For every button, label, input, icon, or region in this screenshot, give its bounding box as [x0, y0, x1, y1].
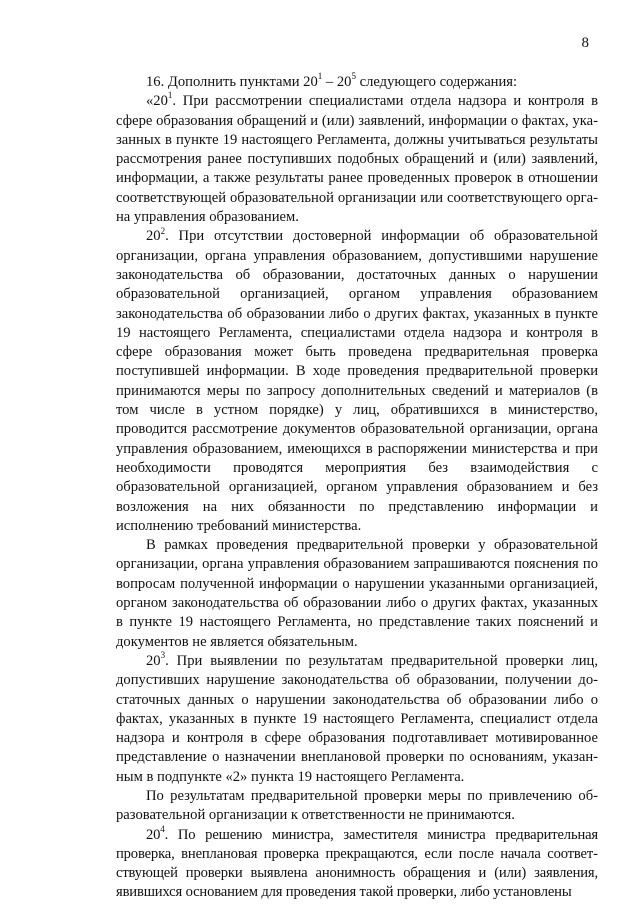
heading-sup-start: 1	[317, 71, 323, 82]
heading-suffix: следующего содержания:	[355, 74, 518, 90]
paragraph-20-1	[116, 92, 598, 227]
paragraph-20-4	[116, 823, 598, 903]
amendment-heading	[116, 73, 598, 92]
heading-dash: – 20	[322, 74, 352, 90]
clause-sup: 3	[160, 650, 166, 661]
paragraph-20-2	[116, 227, 598, 536]
page-number: 8	[581, 35, 589, 51]
clause-text: . При рассмотрении специалистами отдела надзора и контроля в сфере образования обращений и (или) заявлений, информации о фактах, указанных в пункте 19 настоящего Регламента, должны учитываться результаты рассмотрения ранее поступивших подобных обращений и (или) заявлений, информации, а также результаты ранее проведенных проверок в отношении соответствующей образовательной организации или соответствующего органа управления образованием.	[116, 93, 598, 226]
paragraph-20-3	[116, 652, 598, 787]
clause-number: 20	[146, 228, 161, 245]
heading-prefix: 16. Дополнить пунктами 20	[146, 74, 318, 90]
clause-number: «20	[146, 93, 168, 110]
clause-sup: 2	[160, 225, 166, 236]
paragraph-preliminary-check	[116, 536, 598, 652]
clause-sup: 4	[160, 823, 165, 834]
paragraph-no-liability	[116, 787, 598, 826]
clause-text: . По решению министра, заместителя министра предварительная проверка, внеплановая проверка прекращаются, если после начала соответствующей проверки выявлена анонимность обращения и (или) заявления, явившихся основанием для проведения такой проверки, либо установлены	[116, 826, 598, 901]
document-body	[116, 73, 598, 903]
clause-sup: 1	[167, 90, 173, 101]
clause-text: . При выявлении по результатам предварительной проверки лиц, допустивших нарушение законодательства об образовании, получении достаточных данных о нарушении законодательства об образовании либо о фактах, указанных в пункте 19 настоящего Регламента, специалист отдела надзора и контроля в сфере образования подготавливает мотивированное представление о назначении внеплановой проверки по основаниям, указанным в подпункте «2» пункта 19 настоящего Регламента.	[116, 652, 598, 785]
clause-number: 20	[146, 652, 161, 669]
clause-text: В рамках проведения предварительной проверки у образовательной организации, органа управления образованием запрашиваются пояснения по вопросам полученной информации о нарушении указанными организацией, органом законодательства об образовании либо о других фактах, указанных в пункте 19 настоящего Регламента, но представление таких пояснений и документов не является обязательным.	[116, 537, 598, 650]
clause-text: . При отсутствии достоверной информации об образовательной организации, органа управления образованием, допустившими нарушение законодательства об образовании, достаточных данных о нарушении образовательной организацией, органом управления образованием законодательства об образовании либо о других фактах, указанных в пункте 19 настоящего Регламента, специалистами отдела надзора и контроля в сфере образования может быть проведена предварительная проверка поступившей информации. В ходе проведения предварительной проверки принимаются меры по запросу дополнительных сведений и материалов (в том числе в устном порядке) у лиц, обратившихся в министерство, проводится рассмотрение документов образовательной организации, органа управления образованием, имеющихся в распоряжении министерства и при необходимости проводятся мероприятия без взаимодействия с образовательной организацией, органом управления образованием и без возложения на них обязанности по представлению информации и исполнению требований министерства.	[116, 228, 598, 534]
clause-number: 20	[146, 826, 161, 843]
heading-sup-end: 5	[351, 71, 356, 82]
clause-text: По результатам предварительной проверки меры по привлечению образовательной организации к ответственности не принимаются.	[116, 787, 598, 824]
